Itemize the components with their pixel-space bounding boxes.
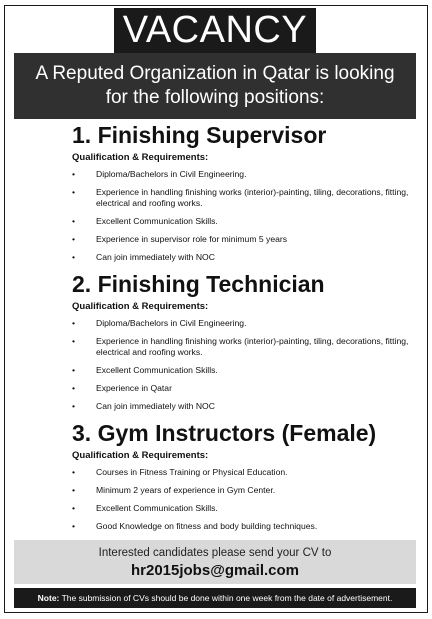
submission-note [14,588,416,608]
qualification-label: Qualification & Requirements: [72,450,209,461]
requirements-list [72,467,417,532]
bullet-icon: • [72,318,76,328]
bullet-icon: • [72,234,76,244]
requirement-item: • Can join immediately with NOC [72,252,215,262]
requirement-item: • Courses in Fitness Training or Physical Education. [72,467,288,477]
requirement-item: • Diploma/Bachelors in Civil Engineering. [72,169,247,179]
note-text: The submission of CVs should be done within one week from the date of advertisement. [59,593,393,603]
position-title: 2. Finishing Technician [72,271,325,297]
bullet-icon: • [72,169,76,179]
requirement-item: • Excellent Communication Skills. [72,365,218,375]
vacancy-title: VACANCY [114,8,316,53]
requirement-item: • Can join immediately with NOC [72,401,215,411]
position-section-2 [72,270,417,419]
position-title: 1. Finishing Supervisor [72,122,327,148]
position-section-3 [72,419,417,539]
requirement-item: • Experience in Qatar [72,383,172,393]
position-title: 3. Gym Instructors (Female) [72,420,377,446]
bullet-icon: • [72,401,76,411]
requirement-item: • Experience in supervisor role for minimum 5 years [72,234,288,244]
note-label: Note: [37,593,60,603]
banner-line-2: for the following positions: [105,87,325,108]
contact-email[interactable]: hr2015jobs@gmail.com [130,562,300,579]
requirement-item: • Excellent Communication Skills. [72,216,218,226]
requirement-item: • Experience in handling finishing works (interior)-painting, tiling, decorations, fitting, electrical and roofing works. [72,336,409,357]
intro-banner [14,53,416,119]
bullet-icon: • [72,503,76,513]
bullet-icon: • [72,485,76,495]
bullet-icon: • [72,187,76,197]
bullet-icon: • [72,365,76,375]
requirement-item: • Diploma/Bachelors in Civil Engineering. [72,318,247,328]
requirement-item: • Minimum 2 years of experience in Gym Center. [72,485,276,495]
position-section-1 [72,121,417,270]
bullet-icon: • [72,521,76,531]
bullet-icon: • [72,336,76,346]
bullet-icon: • [72,252,76,262]
contact-footer [14,540,416,584]
requirement-item: • Experience in handling finishing works (interior)-painting, tiling, decorations, fitting, electrical and roofing works. [72,187,409,208]
bullet-icon: • [72,383,76,393]
contact-instruction: Interested candidates please send your CV to [98,547,332,559]
qualification-label: Qualification & Requirements: [72,152,209,163]
requirements-list [72,169,417,263]
requirement-item: • Good Knowledge on fitness and body building techniques. [72,521,318,531]
requirement-item: • Excellent Communication Skills. [72,503,218,513]
qualification-label: Qualification & Requirements: [72,301,209,312]
bullet-icon: • [72,216,76,226]
bullet-icon: • [72,467,76,477]
requirements-list [72,318,417,412]
banner-line-1: A Reputed Organization in Qatar is looking [35,63,395,84]
